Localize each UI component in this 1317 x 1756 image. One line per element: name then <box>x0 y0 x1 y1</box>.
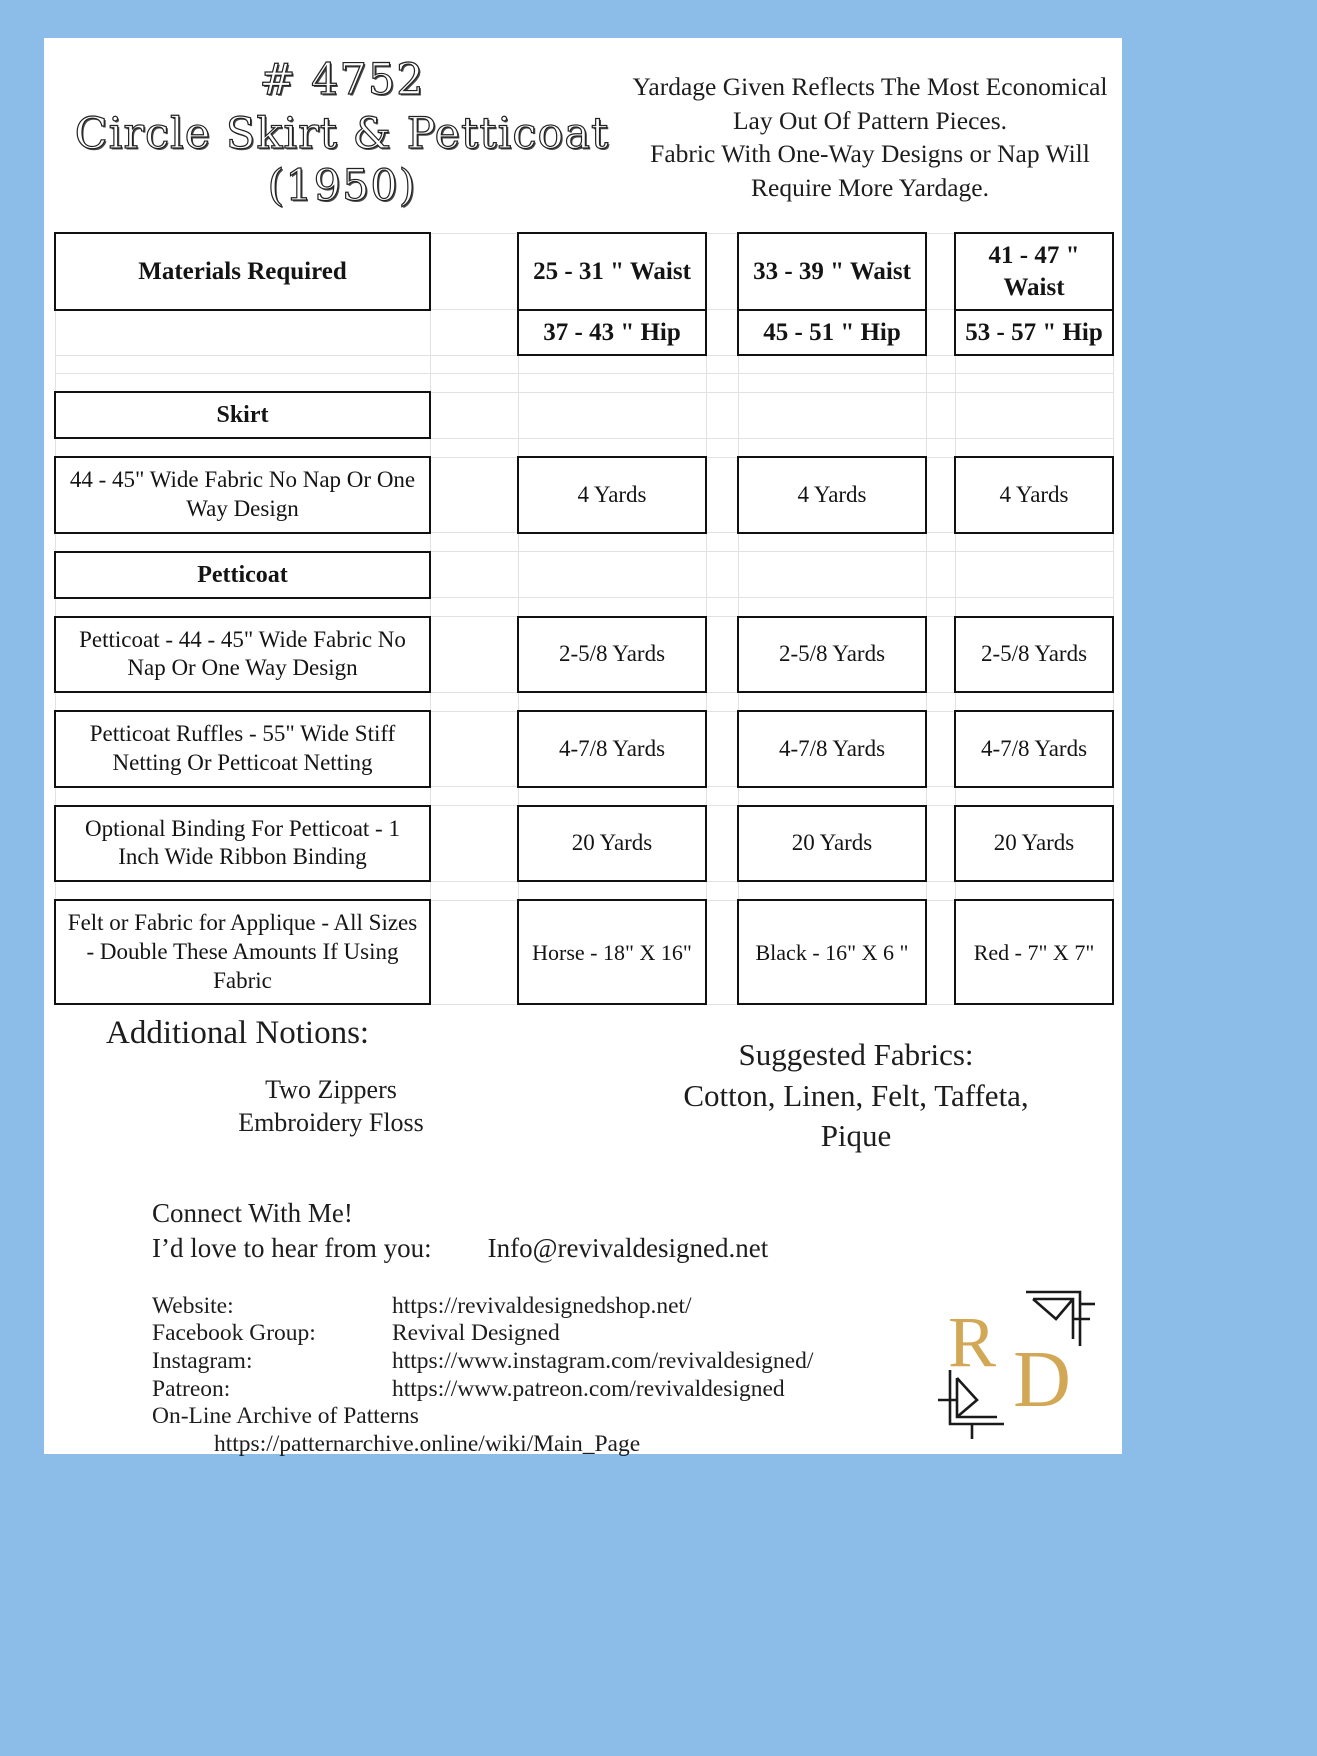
links-section <box>44 1293 1122 1459</box>
link-row-instagram <box>152 1348 1122 1376</box>
website-link[interactable]: https://revivaldesignedshop.net/ <box>392 1292 692 1319</box>
gap-cell <box>926 233 955 310</box>
spacer-row <box>55 533 1113 552</box>
gap-cell <box>430 457 518 533</box>
gap-cell <box>706 711 738 787</box>
gap-cell <box>430 806 518 882</box>
title-block <box>52 52 632 210</box>
gap-cell <box>430 392 518 438</box>
empty-cell <box>55 787 430 806</box>
table-row <box>55 617 1113 693</box>
empty-cell <box>926 598 955 617</box>
additional-notions-section <box>58 1015 604 1156</box>
material-value-size-2: 4 Yards <box>738 457 926 533</box>
facebook-group-name[interactable]: Revival Designed <box>392 1320 560 1347</box>
material-value-size-1: Horse - 18" X 16" <box>518 900 706 1004</box>
material-value-size-1: 20 Yards <box>518 806 706 882</box>
material-value-size-1: 4 Yards <box>518 457 706 533</box>
empty-cell <box>955 552 1113 598</box>
empty-cell <box>518 881 706 900</box>
gap-cell <box>926 310 955 355</box>
empty-cell <box>430 598 518 617</box>
empty-cell <box>926 787 955 806</box>
empty-cell <box>430 533 518 552</box>
table-row-header-hip <box>55 310 1113 355</box>
size-header-hip-3: 53 - 57 " Hip <box>955 310 1113 355</box>
pattern-name: Circle Skirt & Petticoat <box>74 109 610 160</box>
connect-prompt: I’d love to hear from you: <box>152 1233 432 1264</box>
empty-cell <box>955 787 1113 806</box>
material-value-size-3: 4-7/8 Yards <box>955 711 1113 787</box>
empty-cell <box>926 374 955 393</box>
yardage-note-line-3: Fabric With One-Way Designs or Nap Will <box>650 139 1090 169</box>
material-value-size-2: 2-5/8 Yards <box>738 617 926 693</box>
empty-cell <box>706 533 738 552</box>
document-header <box>44 38 1122 210</box>
materials-required-header: Materials Required <box>55 233 430 310</box>
suggested-fabrics-heading: Suggested Fabrics: <box>738 1037 974 1073</box>
material-value-size-3: 4 Yards <box>955 457 1113 533</box>
notions-list <box>58 1074 604 1139</box>
empty-cell <box>738 881 926 900</box>
list-item: Two Zippers <box>265 1075 397 1105</box>
size-header-waist-1: 25 - 31 " Waist <box>518 233 706 310</box>
gap-cell <box>926 552 955 598</box>
empty-cell <box>955 355 1113 374</box>
suggested-fabrics-line-2: Pique <box>820 1118 892 1154</box>
spacer-row <box>55 355 1113 374</box>
material-description: Petticoat - 44 - 45" Wide Fabric No Nap Or One Way Design <box>55 617 430 693</box>
empty-cell <box>55 598 430 617</box>
empty-cell <box>738 438 926 457</box>
material-value-size-1: 2-5/8 Yards <box>518 617 706 693</box>
yardage-note <box>632 52 1114 205</box>
gap-cell <box>926 711 955 787</box>
suggested-fabrics-section <box>604 1015 1108 1156</box>
material-value-size-2: Black - 16" X 6 " <box>738 900 926 1004</box>
empty-cell <box>955 533 1113 552</box>
connect-email-row <box>152 1231 1122 1266</box>
empty-cell <box>430 881 518 900</box>
empty-cell <box>955 392 1113 438</box>
pattern-number: # 4752 <box>259 55 425 105</box>
gap-cell <box>706 233 738 310</box>
list-item: Embroidery Floss <box>238 1107 424 1137</box>
empty-cell <box>738 787 926 806</box>
archive-link[interactable]: https://patternarchive.online/wiki/Main_Page <box>214 1431 641 1458</box>
gap-cell <box>706 806 738 882</box>
empty-cell <box>55 310 430 355</box>
facebook-label: Facebook Group: <box>152 1320 316 1347</box>
connect-heading: Connect With Me! <box>152 1198 353 1229</box>
table-row-section-skirt <box>55 392 1113 438</box>
section-header-petticoat: Petticoat <box>55 552 430 598</box>
empty-cell <box>706 374 738 393</box>
empty-cell <box>955 881 1113 900</box>
connect-section <box>44 1196 1122 1266</box>
empty-cell <box>738 598 926 617</box>
gap-cell <box>430 711 518 787</box>
empty-cell <box>430 355 518 374</box>
link-row-facebook <box>152 1320 1122 1348</box>
empty-cell <box>55 438 430 457</box>
table-row <box>55 900 1113 1004</box>
gap-cell <box>926 806 955 882</box>
empty-cell <box>55 355 430 374</box>
spacer-row <box>55 692 1113 711</box>
archive-label: On-Line Archive of Patterns <box>152 1403 419 1430</box>
link-row-patreon <box>152 1376 1122 1404</box>
link-row-website <box>152 1293 1122 1321</box>
material-value-size-3: 2-5/8 Yards <box>955 617 1113 693</box>
contact-email-link[interactable]: Info@revivaldesigned.net <box>487 1233 769 1264</box>
empty-cell <box>926 692 955 711</box>
gap-cell <box>926 900 955 1004</box>
empty-cell <box>430 438 518 457</box>
gap-cell <box>926 617 955 693</box>
spacer-row <box>55 374 1113 393</box>
additional-notions-heading: Additional Notions: <box>106 1015 370 1052</box>
empty-cell <box>706 692 738 711</box>
empty-cell <box>926 355 955 374</box>
empty-cell <box>518 552 706 598</box>
empty-cell <box>518 392 706 438</box>
empty-cell <box>926 438 955 457</box>
empty-cell <box>430 787 518 806</box>
pattern-year: (1950) <box>267 161 417 212</box>
empty-cell <box>955 692 1113 711</box>
gap-cell <box>430 552 518 598</box>
empty-cell <box>738 533 926 552</box>
table-row <box>55 806 1113 882</box>
table-row-section-petticoat <box>55 552 1113 598</box>
empty-cell <box>518 692 706 711</box>
material-value-size-3: Red - 7" X 7" <box>955 900 1113 1004</box>
table-row <box>55 457 1113 533</box>
empty-cell <box>955 374 1113 393</box>
spacer-row <box>55 598 1113 617</box>
empty-cell <box>430 692 518 711</box>
size-header-waist-3: 41 - 47 " Waist <box>955 233 1113 310</box>
empty-cell <box>926 881 955 900</box>
gap-cell <box>706 392 738 438</box>
patreon-link[interactable]: https://www.patreon.com/revivaldesigned <box>392 1375 785 1402</box>
gap-cell <box>706 310 738 355</box>
patreon-label: Patreon: <box>152 1375 231 1402</box>
material-value-size-3: 20 Yards <box>955 806 1113 882</box>
website-label: Website: <box>152 1292 234 1319</box>
empty-cell <box>738 692 926 711</box>
empty-cell <box>706 787 738 806</box>
empty-cell <box>55 533 430 552</box>
material-value-size-2: 4-7/8 Yards <box>738 711 926 787</box>
empty-cell <box>706 355 738 374</box>
empty-cell <box>55 692 430 711</box>
table-row <box>55 711 1113 787</box>
empty-cell <box>518 355 706 374</box>
gap-cell <box>926 392 955 438</box>
empty-cell <box>518 533 706 552</box>
empty-cell <box>518 787 706 806</box>
table-row-header-waist <box>55 233 1113 310</box>
yardage-note-line-2: Lay Out Of Pattern Pieces. <box>732 105 1008 135</box>
gap-cell <box>430 233 518 310</box>
size-header-waist-2: 33 - 39 " Waist <box>738 233 926 310</box>
instagram-label: Instagram: <box>152 1347 253 1374</box>
spacer-row <box>55 787 1113 806</box>
spacer-row <box>55 881 1113 900</box>
material-description: 44 - 45" Wide Fabric No Nap Or One Way Design <box>55 457 430 533</box>
gap-cell <box>706 617 738 693</box>
logo-letter-r: R <box>947 1302 997 1382</box>
materials-table-wrap <box>54 232 1112 1005</box>
empty-cell <box>55 881 430 900</box>
instagram-link[interactable]: https://www.instagram.com/revivaldesigned/ <box>392 1347 814 1374</box>
logo-letter-d: D <box>1013 1336 1071 1424</box>
empty-cell <box>955 598 1113 617</box>
yardage-note-line-1: Yardage Given Reflects The Most Economical <box>632 72 1108 101</box>
empty-cell <box>738 374 926 393</box>
empty-cell <box>706 598 738 617</box>
gap-cell <box>706 552 738 598</box>
notions-and-fabrics <box>44 1015 1122 1156</box>
empty-cell <box>738 355 926 374</box>
empty-cell <box>955 438 1113 457</box>
suggested-fabrics-line-1: Cotton, Linen, Felt, Taffeta, <box>683 1077 1029 1113</box>
material-description: Optional Binding For Petticoat - 1 Inch Wide Ribbon Binding <box>55 806 430 882</box>
gap-cell <box>706 457 738 533</box>
yardage-note-line-4: Require More Yardage. <box>751 172 989 202</box>
material-value-size-2: 20 Yards <box>738 806 926 882</box>
empty-cell <box>738 552 926 598</box>
size-header-hip-2: 45 - 51 " Hip <box>738 310 926 355</box>
materials-table <box>54 232 1114 1005</box>
empty-cell <box>518 438 706 457</box>
size-header-hip-1: 37 - 43 " Hip <box>518 310 706 355</box>
gap-cell <box>430 900 518 1004</box>
empty-cell <box>430 374 518 393</box>
empty-cell <box>518 374 706 393</box>
gap-cell <box>430 617 518 693</box>
gap-cell <box>926 457 955 533</box>
empty-cell <box>926 533 955 552</box>
empty-cell <box>706 438 738 457</box>
empty-cell <box>55 374 430 393</box>
empty-cell <box>738 392 926 438</box>
section-header-skirt: Skirt <box>55 392 430 438</box>
spacer-row <box>55 438 1113 457</box>
document-page <box>44 38 1122 1458</box>
empty-cell <box>706 881 738 900</box>
empty-cell <box>518 598 706 617</box>
gap-cell <box>706 900 738 1004</box>
material-description: Felt or Fabric for Applique - All Sizes - Double These Amounts If Using Fabric <box>55 900 430 1004</box>
material-description: Petticoat Ruffles - 55" Wide Stiff Netting Or Petticoat Netting <box>55 711 430 787</box>
gap-cell <box>430 310 518 355</box>
material-value-size-1: 4-7/8 Yards <box>518 711 706 787</box>
